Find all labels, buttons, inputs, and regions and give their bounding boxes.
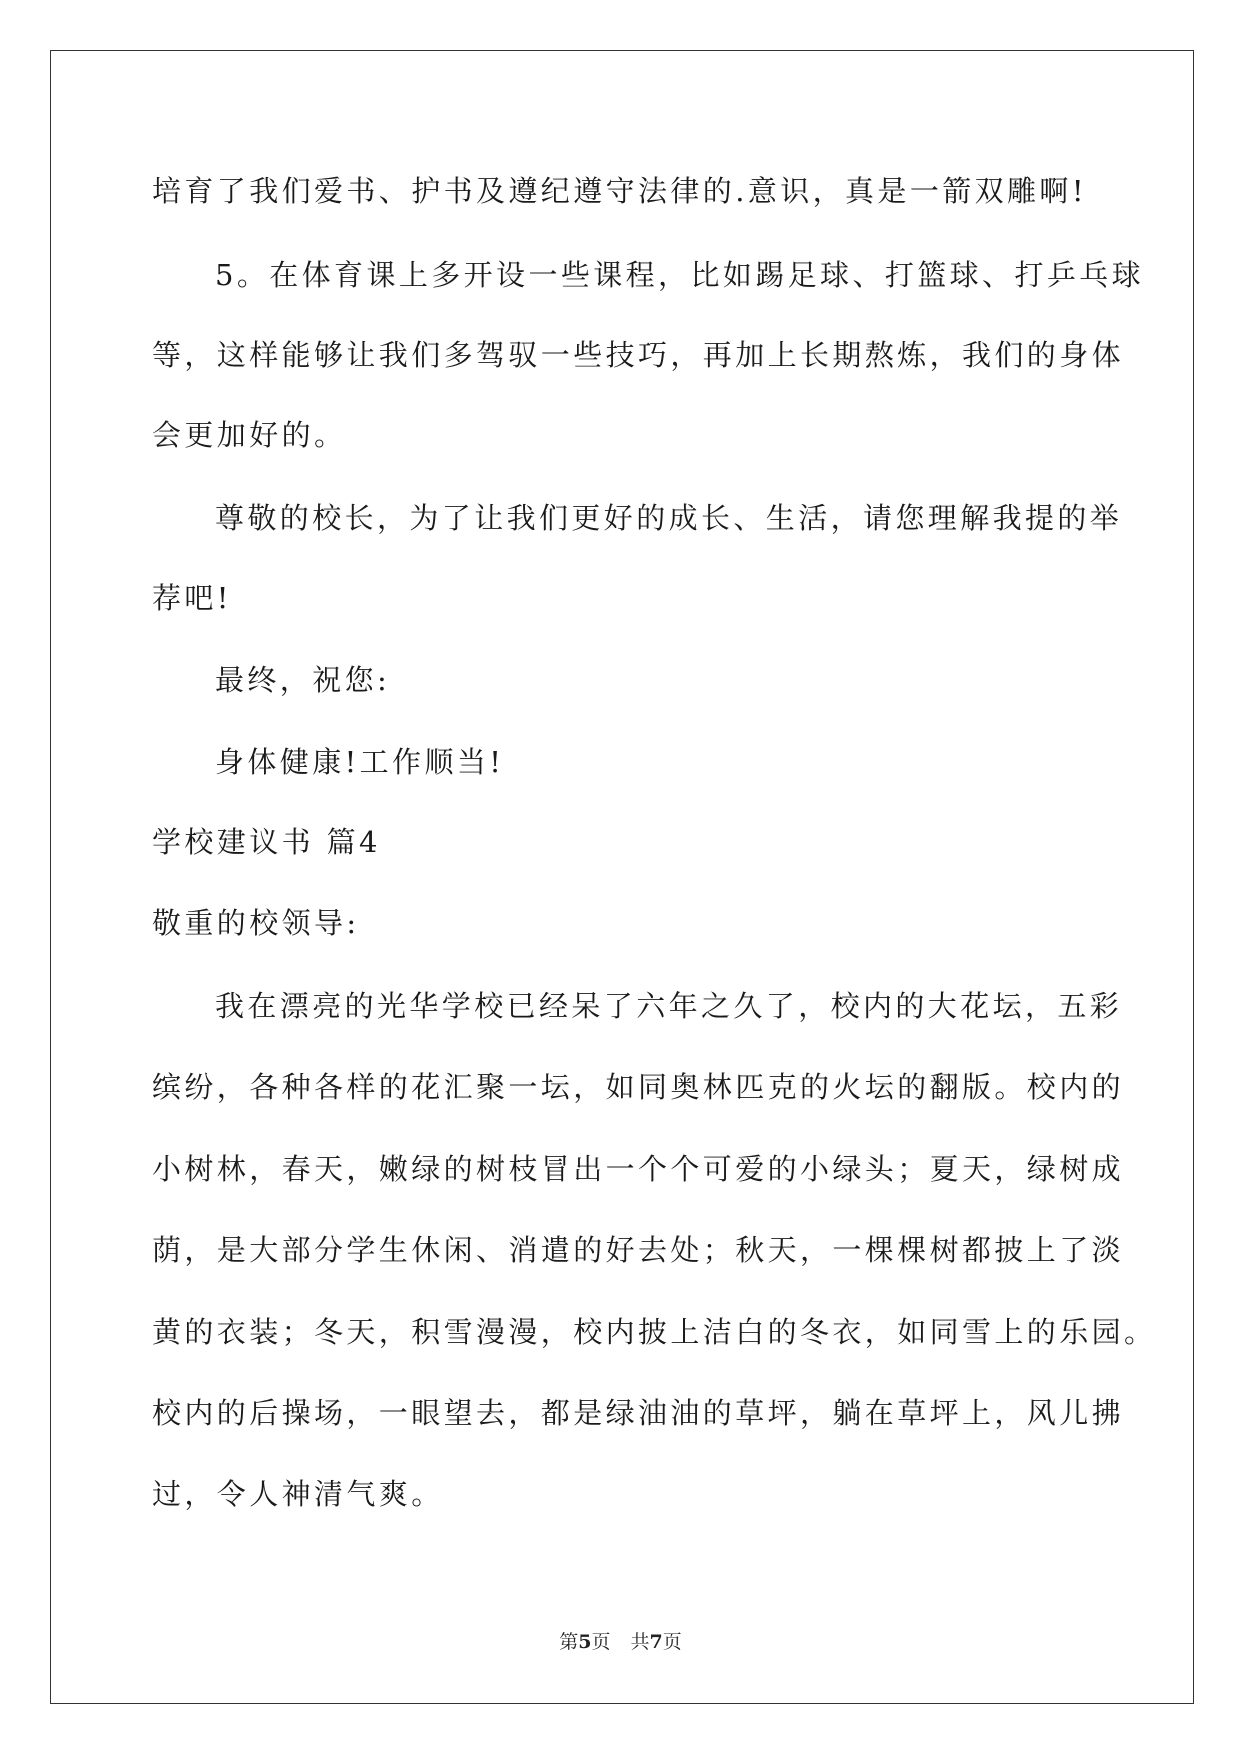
footer-page-current: 5 [578,1631,592,1653]
body-text-line: 缤纷，各种各样的花汇聚一坛，如同奥林匹克的火坛的翻版。校内的 [152,1070,1125,1104]
footer-total-prefix: 共 [630,1631,650,1653]
footer-page-mid: 页 [591,1631,611,1653]
body-text-line: 荐吧! [152,581,232,615]
salutation: 敬重的校领导: [152,906,360,940]
body-text-line: 等，这样能够让我们多驾驭一些技巧，再加上长期熬炼，我们的身体 [152,338,1125,372]
body-text-line: 校内的后操场，一眼望去，都是绿油油的草坪，躺在草坪上，风儿拂 [152,1396,1125,1430]
body-text-line: 会更加好的。 [152,418,347,452]
footer-page-prefix: 第 [559,1631,579,1653]
page-footer [0,1630,1241,1654]
body-text-line: 我在漂亮的光华学校已经呆了六年之久了，校内的大花坛，五彩 [215,989,1123,1023]
section-heading: 学校建议书 篇4 [152,825,381,859]
footer-total-suffix: 页 [662,1631,682,1653]
body-text-line: 最终，祝您: [215,663,391,697]
body-text-line: 过，令人神清气爽。 [152,1477,444,1511]
body-text-line: 培育了我们爱书、护书及遵纪遵守法律的.意识，真是一箭双雕啊! [152,174,1087,208]
body-text-line: 荫，是大部分学生休闲、消遣的好去处；秋天，一棵棵树都披上了淡 [152,1233,1125,1267]
body-text-line: 黄的衣装；冬天，积雪漫漫，校内披上洁白的冬衣，如同雪上的乐园。 [152,1315,1157,1349]
body-text-line: 身体健康!工作顺当! [215,745,505,779]
body-text-line: 5。在体育课上多开设一些课程，比如踢足球、打篮球、打乒乓球 [215,258,1145,292]
body-text-line: 尊敬的校长，为了让我们更好的成长、生活，请您理解我提的举 [215,501,1123,535]
body-text-line: 小树林，春天，嫩绿的树枝冒出一个个可爱的小绿头；夏天，绿树成 [152,1152,1125,1186]
footer-page-total: 7 [649,1631,663,1653]
page-border [50,50,1194,1704]
